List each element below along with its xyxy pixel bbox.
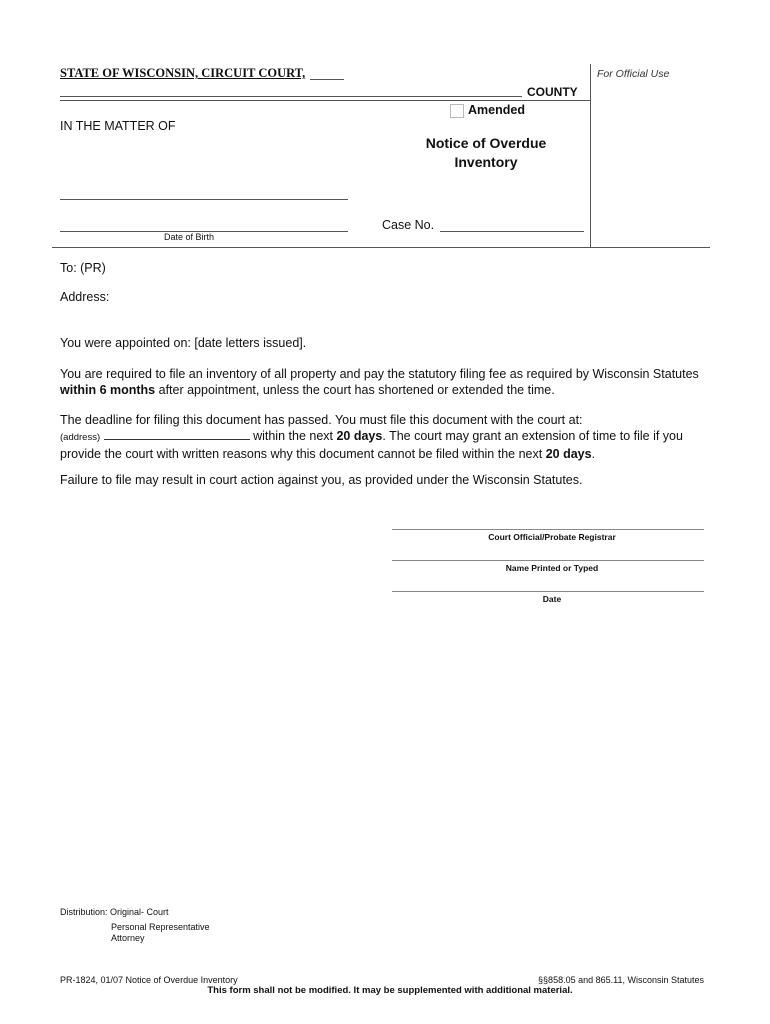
name-printed-line[interactable] xyxy=(392,560,704,561)
court-name: STATE OF WISCONSIN, CIRCUIT COURT, xyxy=(60,66,306,80)
distribution-attorney: Attorney xyxy=(111,933,145,943)
date-signature-line[interactable] xyxy=(392,591,704,592)
footer-form-id: PR-1824, 01/07 Notice of Overdue Inventory xyxy=(60,975,238,985)
paragraph-inventory-requirement: You are required to file an inventory of all property and pay the statutory filing fee as required by Wisconsin Statutes within 6 months after appointment, unless the court has shortened or extended the time. xyxy=(60,367,699,397)
distribution-pr: Personal Representative xyxy=(111,922,210,932)
form-title-line2: Inventory xyxy=(454,154,518,170)
in-the-matter-of: IN THE MATTER OF xyxy=(60,119,176,133)
amended-field xyxy=(450,103,525,118)
amended-label: Amended xyxy=(468,103,525,117)
official-signature-label: Court Official/Probate Registrar xyxy=(488,532,616,542)
address-blank[interactable] xyxy=(104,439,250,440)
amended-checkbox[interactable] xyxy=(450,104,464,118)
case-no-blank-line[interactable] xyxy=(440,231,584,232)
date-of-birth-label: Date of Birth xyxy=(164,232,215,242)
footer-statutes: §§858.05 and 865.11, Wisconsin Statutes xyxy=(538,975,704,985)
header-divider xyxy=(60,100,590,101)
official-use-divider xyxy=(590,64,591,248)
court-blank-line[interactable] xyxy=(310,79,344,80)
address-line: Address: xyxy=(60,290,110,304)
official-use-label: For Official Use xyxy=(597,68,670,80)
name-blank-line[interactable] xyxy=(60,199,348,200)
county-label: COUNTY xyxy=(527,85,578,99)
county-blank-line[interactable] xyxy=(60,96,522,97)
form-title xyxy=(400,134,572,172)
to-line: To: (PR) xyxy=(60,261,106,275)
appointed-line: You were appointed on: [date letters issued]. xyxy=(60,336,307,350)
paragraph-failure: Failure to file may result in court action against you, as provided under the Wisconsin Statutes. xyxy=(60,473,583,487)
paragraph-deadline: The deadline for filing this document has passed. You must file this document with the court at: (address) within the next 20 days. The court may grant an extension of time to file if you provide the court with written reasons why this document cannot be filed within the next 20 days. xyxy=(60,413,683,461)
case-no-label: Case No. xyxy=(382,218,435,232)
official-signature-line[interactable] xyxy=(392,529,704,530)
date-signature-label: Date xyxy=(542,594,562,604)
name-printed-label: Name Printed or Typed xyxy=(505,563,599,573)
header-bottom-rule xyxy=(52,247,710,248)
distribution-label: Distribution: Original- Court xyxy=(60,907,169,917)
form-title-line1: Notice of Overdue xyxy=(425,135,547,151)
footer-notice: This form shall not be modified. It may be supplemented with additional material. xyxy=(207,985,573,996)
